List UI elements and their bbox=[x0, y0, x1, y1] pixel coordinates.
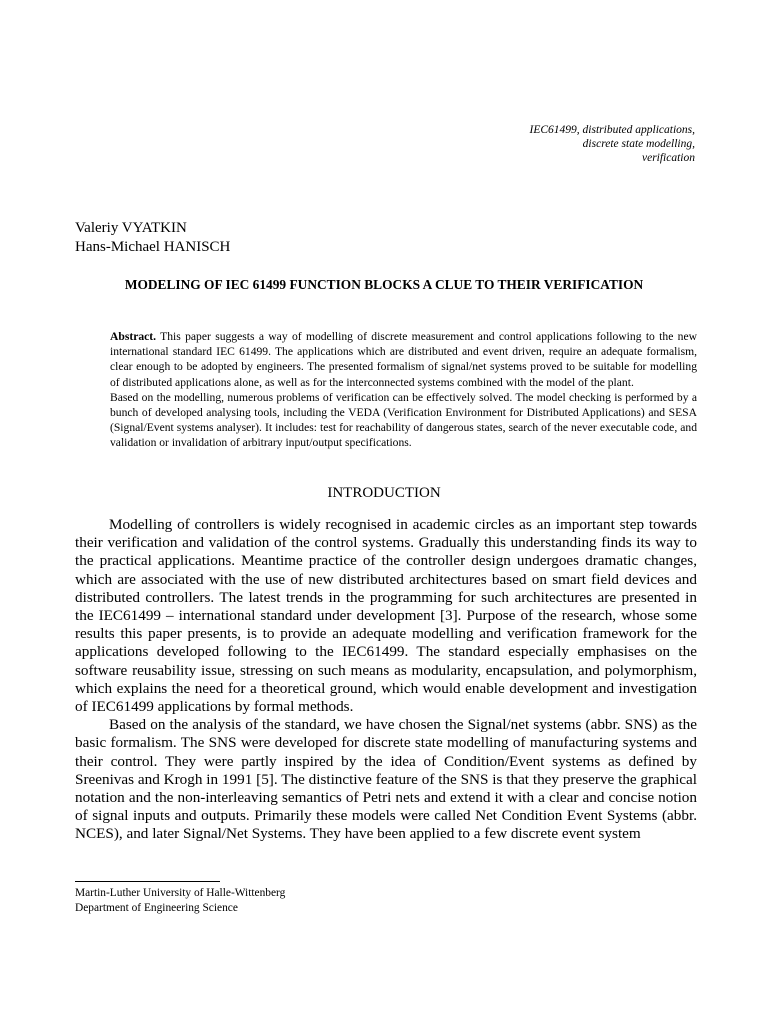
footnote bbox=[75, 886, 285, 916]
abstract-paragraph: Based on the modelling, numerous problems of verification can be effectively solved. The model checking is performed by a bunch of developed analysing tools, including the VEDA (Verification Environment for Distributed Applications) and SESA (Signal/Event systems analyser). It includes: test for reachability of dangerous states, search of the never executable code, and validation or invalidation of arbitrary input/output specifications. bbox=[110, 390, 697, 450]
author-name: Valeriy VYATKIN bbox=[75, 220, 187, 236]
keywords-line: verification bbox=[641, 152, 695, 165]
abstract bbox=[110, 329, 697, 451]
keywords-line: IEC61499, distributed applications, bbox=[529, 124, 695, 136]
footnote-divider bbox=[75, 881, 220, 882]
body-paragraph: Modelling of controllers is widely recognised in academic circles as an important step towards their verification and validation of the control systems. Gradually this understanding finds its way to the practical applications. Meantime practice of the controller design undergoes dramatic changes, which are associated with the use of new distributed architectures based on smart field devices and distributed controllers. The latest trends in the programming for such architectures are presented in the IEC61499 – international standard under development [3]. Purpose of the research, whose some results this paper presents, is to provide an adequate modelling and verification framework for the applications developed following to the IEC61499. The standard especially emphasises on the software reusability issue, stressing on such means as modularity, encapsulation, and polymorphism, which explains the need for a theoretical ground, which would enable development and investigation of IEC61499 applications by formal methods. bbox=[75, 516, 697, 716]
authors bbox=[75, 219, 230, 257]
abstract-label: Abstract. bbox=[110, 330, 157, 343]
section-heading: INTRODUCTION bbox=[327, 485, 441, 501]
abstract-text: This paper suggests a way of modelling of discrete measurement and control applications following to the new international standard IEC 61499. The applications which are distributed and event driven, require an adequate formalism, clear enough to be adopted by engineers. The presented formalism of signal/net systems proved to be suitable for modelling of distributed applications alone, as well as for the interconnected systems combined with the model of the plant. bbox=[110, 330, 697, 389]
abstract-paragraph bbox=[110, 329, 697, 390]
body-text bbox=[75, 516, 697, 844]
affiliation-line: Department of Engineering Science bbox=[75, 902, 238, 914]
keywords bbox=[530, 123, 695, 166]
affiliation-line: Martin-Luther University of Halle-Wittenberg bbox=[75, 887, 286, 899]
body-paragraph: Based on the analysis of the standard, we have chosen the Signal/net systems (abbr. SNS) as the basic formalism. The SNS were developed for discrete state modelling of manufacturing systems and their control. They were partly inspired by the idea of Condition/Event systems as defined by Sreenivas and Krogh in 1991 [5]. The distinctive feature of the SNS is that they preserve the graphical notation and the non-interleaving semantics of Petri nets and extend it with a clear and concise notion of signal inputs and outputs. Primarily these models were called Net Condition Event Systems (abbr. NCES), and later Signal/Net Systems. They have been applied to a few discrete event system bbox=[75, 716, 697, 843]
paper-title: MODELING OF IEC 61499 FUNCTION BLOCKS A CLUE TO THEIR VERIFICATION bbox=[124, 277, 644, 292]
keywords-line: discrete state modelling, bbox=[582, 138, 695, 151]
author-name: Hans-Michael HANISCH bbox=[75, 239, 231, 255]
